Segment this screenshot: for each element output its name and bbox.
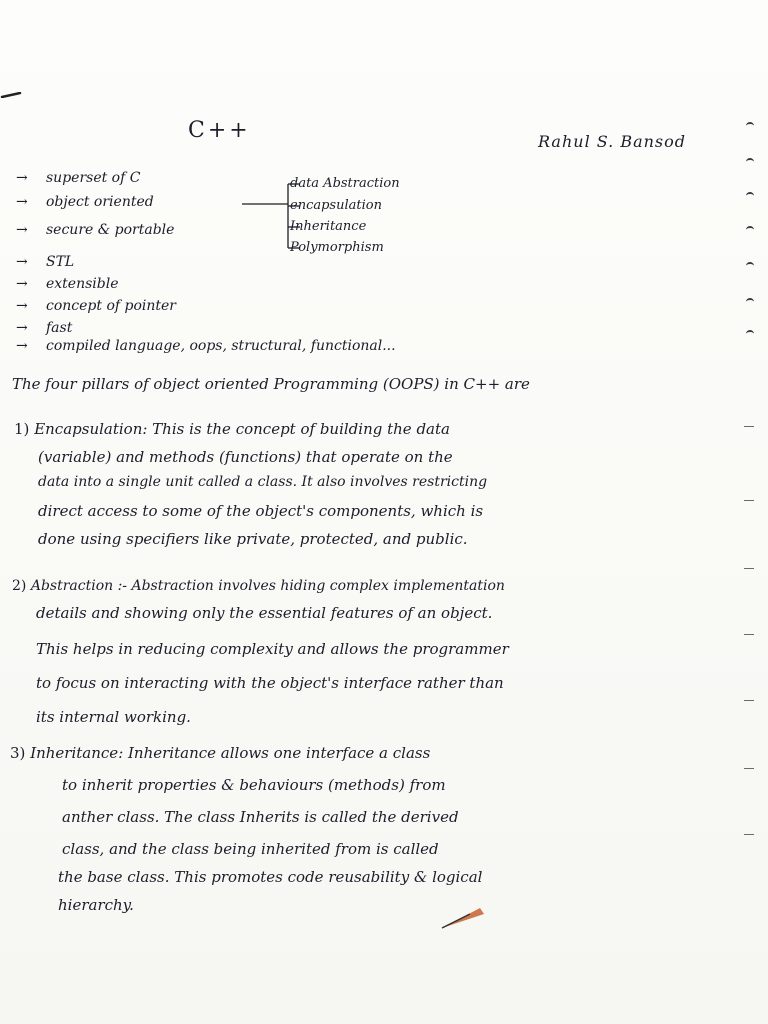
section-line: hierarchy.: [58, 896, 134, 914]
author-name: Rahul S. Bansod: [538, 132, 687, 151]
branch-item: Polymorphism: [290, 240, 384, 255]
section-line: Abstraction :- Abstraction involves hiding complex implementation: [30, 578, 505, 594]
arrow-icon: →: [16, 276, 28, 292]
section-number: 2): [12, 578, 27, 594]
section-line: Inheritance: Inheritance allows one interface a class: [30, 744, 431, 762]
section-line: data into a single unit called a class. It also involves restricting: [38, 474, 488, 490]
section-line: (variable) and methods (functions) that operate on the: [38, 448, 453, 466]
pen-tip-decoration: [440, 904, 486, 930]
list-item: → STL: [16, 254, 75, 270]
arrow-icon: →: [16, 222, 28, 238]
list-item: → superset of C: [16, 170, 141, 186]
list-item: → secure & portable: [16, 222, 175, 238]
section-line: to inherit properties & behaviours (methods) from: [62, 776, 446, 794]
arrow-icon: →: [16, 194, 28, 210]
page-title: C++: [188, 118, 251, 143]
section-number: 3): [10, 744, 26, 762]
arrow-icon: →: [16, 338, 28, 354]
section-number: 1): [14, 420, 30, 438]
branch-item: data Abstraction: [290, 176, 400, 191]
arrow-icon: →: [16, 170, 28, 186]
section-line: direct access to some of the object's components, which is: [38, 502, 484, 520]
arrow-icon: →: [16, 320, 28, 336]
section-line: its internal working.: [36, 708, 191, 726]
pen-mark-decoration: [0, 92, 24, 98]
section-line: anther class. The class Inherits is called the derived: [62, 808, 459, 826]
list-item: → concept of pointer: [16, 298, 176, 314]
branch-item: Inheritance: [290, 219, 367, 234]
arrow-icon: →: [16, 298, 28, 314]
oop-branch-diagram: [238, 174, 498, 264]
section-line: done using specifiers like private, protected, and public.: [38, 530, 468, 548]
section-line: class, and the class being inherited from is called: [62, 840, 439, 858]
intro-text: The four pillars of object oriented Programming (OOPS) in C++ are: [12, 375, 530, 393]
list-item: → extensible: [16, 276, 119, 292]
section-line: to focus on interacting with the object's interface rather than: [36, 674, 504, 692]
arrow-icon: →: [16, 254, 28, 270]
list-item: → object oriented: [16, 194, 154, 210]
section-line: the base class. This promotes code reusability & logical: [58, 868, 483, 886]
section-line: details and showing only the essential features of an object.: [36, 604, 493, 622]
branch-item: encapsulation: [290, 198, 382, 213]
section-line: This helps in reducing complexity and allows the programmer: [36, 640, 509, 658]
list-item: → fast: [16, 320, 73, 336]
list-item: → compiled language, oops, structural, functional...: [16, 338, 396, 354]
section-line: Encapsulation: This is the concept of building the data: [34, 420, 450, 438]
